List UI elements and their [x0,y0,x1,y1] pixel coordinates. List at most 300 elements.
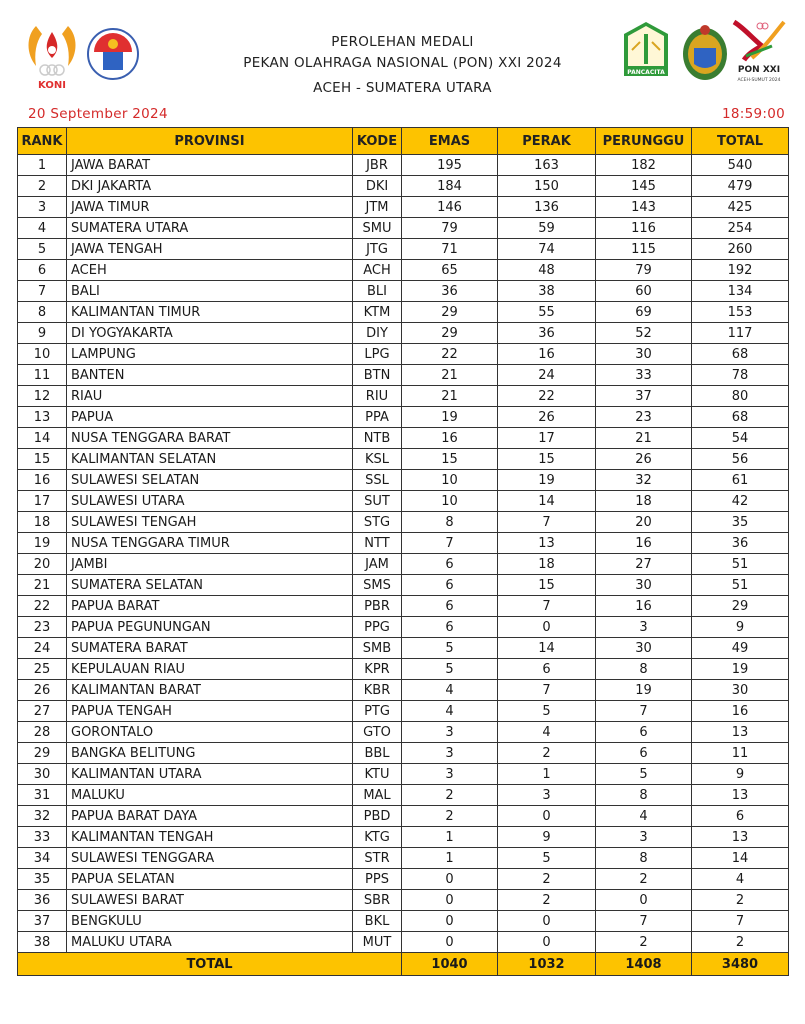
cell-perunggu: 69 [596,302,692,323]
table-row [18,407,789,428]
cell-emas: 10 [402,470,498,491]
column-header-perak: PERAK [498,128,596,155]
cell-emas: 22 [402,344,498,365]
cell-perak: 15 [498,449,596,470]
pon-logo-subtext: ACEH-SUMUT 2024 [737,78,781,83]
cell-provinsi: RIAU [67,386,353,407]
title-line-1: PEROLEHAN MEDALI [331,34,474,50]
cell-provinsi: JAMBI [67,554,353,575]
cell-provinsi: SUMATERA UTARA [67,218,353,239]
cell-total: 9 [692,764,789,785]
cell-perak: 55 [498,302,596,323]
cell-emas: 0 [402,911,498,932]
cell-perunggu: 143 [596,197,692,218]
cell-emas: 10 [402,491,498,512]
cell-total: 6 [692,806,789,827]
total-perunggu: 1408 [596,953,692,976]
cell-emas: 6 [402,617,498,638]
cell-rank: 35 [18,869,67,890]
table-header-row [18,128,789,155]
column-header-kode: KODE [353,128,402,155]
cell-perak: 2 [498,890,596,911]
cell-perak: 59 [498,218,596,239]
kemenpora-logo [86,24,140,84]
cell-perunggu: 0 [596,890,692,911]
cell-provinsi: MALUKU [67,785,353,806]
table-row [18,722,789,743]
cell-total: 134 [692,281,789,302]
cell-perak: 38 [498,281,596,302]
cell-perak: 136 [498,197,596,218]
table-row [18,554,789,575]
cell-rank: 3 [18,197,67,218]
cell-total: 11 [692,743,789,764]
cell-perak: 163 [498,155,596,176]
cell-kode: SUT [353,491,402,512]
table-row [18,890,789,911]
total-total: 3480 [692,953,789,976]
cell-total: 2 [692,932,789,953]
cell-perunggu: 115 [596,239,692,260]
cell-provinsi: NUSA TENGGARA BARAT [67,428,353,449]
cell-kode: SMS [353,575,402,596]
cell-perak: 7 [498,596,596,617]
cell-provinsi: PAPUA BARAT [67,596,353,617]
cell-kode: SSL [353,470,402,491]
cell-emas: 29 [402,323,498,344]
cell-rank: 11 [18,365,67,386]
cell-kode: JAM [353,554,402,575]
cell-perunggu: 3 [596,827,692,848]
cell-perunggu: 21 [596,428,692,449]
table-row [18,743,789,764]
cell-total: 13 [692,827,789,848]
cell-perak: 19 [498,470,596,491]
cell-emas: 2 [402,806,498,827]
cell-perak: 0 [498,617,596,638]
cell-emas: 184 [402,176,498,197]
koni-logo-text: KONI [38,80,66,91]
cell-kode: RIU [353,386,402,407]
cell-perunggu: 2 [596,932,692,953]
table-row [18,596,789,617]
cell-kode: BKL [353,911,402,932]
cell-total: 260 [692,239,789,260]
cell-provinsi: BENGKULU [67,911,353,932]
cell-rank: 13 [18,407,67,428]
column-header-emas: EMAS [402,128,498,155]
cell-kode: JTM [353,197,402,218]
cell-provinsi: BALI [67,281,353,302]
cell-total: 153 [692,302,789,323]
total-row [18,953,789,976]
cell-kode: LPG [353,344,402,365]
cell-provinsi: PAPUA BARAT DAYA [67,806,353,827]
cell-rank: 14 [18,428,67,449]
cell-perak: 15 [498,575,596,596]
table-row [18,701,789,722]
cell-rank: 22 [18,596,67,617]
sumut-logo [680,20,730,84]
table-row [18,638,789,659]
cell-perunggu: 18 [596,491,692,512]
cell-perunggu: 30 [596,344,692,365]
table-row [18,617,789,638]
cell-kode: MUT [353,932,402,953]
cell-perak: 18 [498,554,596,575]
aceh-logo-text: PANCACITA [627,69,665,76]
cell-provinsi: PAPUA [67,407,353,428]
cell-rank: 27 [18,701,67,722]
cell-perak: 13 [498,533,596,554]
cell-kode: BBL [353,743,402,764]
cell-emas: 0 [402,890,498,911]
cell-total: 68 [692,344,789,365]
table-row [18,365,789,386]
column-header-perunggu: PERUNGGU [596,128,692,155]
cell-emas: 3 [402,743,498,764]
cell-kode: NTT [353,533,402,554]
cell-rank: 32 [18,806,67,827]
cell-provinsi: SULAWESI BARAT [67,890,353,911]
table-row [18,155,789,176]
cell-perunggu: 7 [596,911,692,932]
cell-perak: 2 [498,869,596,890]
cell-emas: 6 [402,554,498,575]
cell-total: 479 [692,176,789,197]
cell-provinsi: GORONTALO [67,722,353,743]
cell-perunggu: 27 [596,554,692,575]
cell-rank: 37 [18,911,67,932]
cell-kode: SMB [353,638,402,659]
table-row [18,176,789,197]
cell-kode: BLI [353,281,402,302]
cell-perak: 16 [498,344,596,365]
cell-emas: 29 [402,302,498,323]
cell-provinsi: SULAWESI TENGAH [67,512,353,533]
cell-perak: 5 [498,701,596,722]
table-row [18,575,789,596]
cell-kode: DIY [353,323,402,344]
cell-perak: 26 [498,407,596,428]
cell-provinsi: JAWA TENGAH [67,239,353,260]
cell-rank: 34 [18,848,67,869]
cell-provinsi: PAPUA TENGAH [67,701,353,722]
cell-rank: 28 [18,722,67,743]
cell-emas: 19 [402,407,498,428]
cell-perak: 14 [498,638,596,659]
table-row [18,806,789,827]
cell-total: 540 [692,155,789,176]
cell-rank: 9 [18,323,67,344]
medal-table [17,127,789,976]
cell-kode: KBR [353,680,402,701]
cell-provinsi: KEPULAUAN RIAU [67,659,353,680]
column-header-total: TOTAL [692,128,789,155]
cell-perak: 7 [498,680,596,701]
cell-total: 51 [692,554,789,575]
cell-rank: 38 [18,932,67,953]
title-line-3: ACEH - SUMATERA UTARA [313,80,492,96]
cell-perunggu: 20 [596,512,692,533]
cell-perunggu: 5 [596,764,692,785]
cell-total: 2 [692,890,789,911]
cell-provinsi: KALIMANTAN UTARA [67,764,353,785]
cell-total: 4 [692,869,789,890]
report-date: 20 September 2024 [28,106,168,122]
cell-emas: 65 [402,260,498,281]
cell-total: 68 [692,407,789,428]
cell-perunggu: 26 [596,449,692,470]
aceh-logo [620,20,672,84]
title-line-2: PEKAN OLAHRAGA NASIONAL (PON) XXI 2024 [243,55,562,71]
cell-kode: PTG [353,701,402,722]
cell-perunggu: 4 [596,806,692,827]
cell-provinsi: NUSA TENGGARA TIMUR [67,533,353,554]
cell-perunggu: 16 [596,533,692,554]
cell-perak: 0 [498,932,596,953]
table-row [18,932,789,953]
cell-perak: 0 [498,806,596,827]
cell-kode: KPR [353,659,402,680]
cell-kode: MAL [353,785,402,806]
table-row [18,197,789,218]
column-header-rank: RANK [18,128,67,155]
cell-emas: 7 [402,533,498,554]
cell-perunggu: 182 [596,155,692,176]
cell-kode: STG [353,512,402,533]
cell-provinsi: DKI JAKARTA [67,176,353,197]
cell-perak: 22 [498,386,596,407]
cell-total: 13 [692,785,789,806]
cell-kode: GTO [353,722,402,743]
cell-rank: 8 [18,302,67,323]
cell-kode: PPG [353,617,402,638]
cell-provinsi: JAWA BARAT [67,155,353,176]
cell-perunggu: 30 [596,638,692,659]
cell-rank: 24 [18,638,67,659]
cell-perak: 150 [498,176,596,197]
cell-perak: 9 [498,827,596,848]
cell-rank: 2 [18,176,67,197]
table-row [18,533,789,554]
table-row [18,659,789,680]
cell-perak: 1 [498,764,596,785]
cell-kode: STR [353,848,402,869]
cell-provinsi: JAWA TIMUR [67,197,353,218]
cell-perunggu: 8 [596,659,692,680]
cell-emas: 0 [402,932,498,953]
table-row [18,323,789,344]
cell-total: 35 [692,512,789,533]
cell-provinsi: BANGKA BELITUNG [67,743,353,764]
table-row [18,512,789,533]
cell-total: 7 [692,911,789,932]
cell-perak: 5 [498,848,596,869]
cell-perunggu: 19 [596,680,692,701]
column-header-provinsi: PROVINSI [67,128,353,155]
cell-rank: 10 [18,344,67,365]
cell-total: 254 [692,218,789,239]
cell-provinsi: KALIMANTAN SELATAN [67,449,353,470]
cell-rank: 1 [18,155,67,176]
cell-provinsi: SULAWESI UTARA [67,491,353,512]
cell-perunggu: 116 [596,218,692,239]
cell-kode: JBR [353,155,402,176]
cell-kode: NTB [353,428,402,449]
pon-logo-text: PON XXI [737,65,781,75]
table-row [18,491,789,512]
cell-kode: PPA [353,407,402,428]
cell-total: 51 [692,575,789,596]
cell-provinsi: KALIMANTAN TENGAH [67,827,353,848]
table-row [18,764,789,785]
cell-perunggu: 60 [596,281,692,302]
cell-perunggu: 32 [596,470,692,491]
cell-perunggu: 2 [596,869,692,890]
table-row [18,848,789,869]
cell-emas: 36 [402,281,498,302]
cell-emas: 146 [402,197,498,218]
cell-perunggu: 23 [596,407,692,428]
table-row [18,911,789,932]
cell-kode: ACH [353,260,402,281]
cell-total: 192 [692,260,789,281]
cell-emas: 5 [402,638,498,659]
cell-emas: 0 [402,869,498,890]
cell-provinsi: BANTEN [67,365,353,386]
cell-perunggu: 79 [596,260,692,281]
report-time: 18:59:00 [721,106,785,122]
cell-provinsi: SUMATERA SELATAN [67,575,353,596]
cell-total: 42 [692,491,789,512]
cell-perak: 17 [498,428,596,449]
cell-kode: PBR [353,596,402,617]
cell-total: 16 [692,701,789,722]
cell-kode: KSL [353,449,402,470]
cell-provinsi: LAMPUNG [67,344,353,365]
table-row [18,302,789,323]
cell-rank: 36 [18,890,67,911]
cell-emas: 79 [402,218,498,239]
cell-kode: DKI [353,176,402,197]
cell-provinsi: KALIMANTAN TIMUR [67,302,353,323]
cell-kode: SMU [353,218,402,239]
cell-total: 13 [692,722,789,743]
cell-kode: BTN [353,365,402,386]
cell-rank: 21 [18,575,67,596]
cell-total: 56 [692,449,789,470]
cell-perak: 48 [498,260,596,281]
cell-perunggu: 6 [596,743,692,764]
cell-provinsi: DI YOGYAKARTA [67,323,353,344]
table-row [18,344,789,365]
cell-perak: 4 [498,722,596,743]
cell-rank: 12 [18,386,67,407]
table-row [18,470,789,491]
cell-emas: 6 [402,575,498,596]
cell-total: 78 [692,365,789,386]
cell-perak: 6 [498,659,596,680]
cell-perunggu: 6 [596,722,692,743]
cell-emas: 21 [402,365,498,386]
cell-emas: 21 [402,386,498,407]
cell-provinsi: ACEH [67,260,353,281]
cell-emas: 3 [402,722,498,743]
cell-provinsi: PAPUA PEGUNUNGAN [67,617,353,638]
cell-rank: 26 [18,680,67,701]
cell-provinsi: SULAWESI SELATAN [67,470,353,491]
cell-perak: 2 [498,743,596,764]
cell-emas: 2 [402,785,498,806]
cell-perunggu: 16 [596,596,692,617]
table-row [18,827,789,848]
cell-total: 19 [692,659,789,680]
cell-perak: 74 [498,239,596,260]
cell-kode: JTG [353,239,402,260]
cell-emas: 6 [402,596,498,617]
cell-kode: PBD [353,806,402,827]
table-row [18,239,789,260]
cell-perunggu: 145 [596,176,692,197]
cell-perunggu: 7 [596,701,692,722]
table-row [18,260,789,281]
cell-provinsi: MALUKU UTARA [67,932,353,953]
cell-perak: 0 [498,911,596,932]
total-label: TOTAL [18,953,402,976]
cell-emas: 16 [402,428,498,449]
table-row [18,218,789,239]
cell-perunggu: 37 [596,386,692,407]
cell-perunggu: 52 [596,323,692,344]
cell-total: 14 [692,848,789,869]
cell-perunggu: 33 [596,365,692,386]
cell-perunggu: 3 [596,617,692,638]
table-row [18,869,789,890]
cell-rank: 31 [18,785,67,806]
cell-rank: 17 [18,491,67,512]
cell-total: 117 [692,323,789,344]
cell-provinsi: SUMATERA BARAT [67,638,353,659]
cell-perak: 7 [498,512,596,533]
cell-kode: SBR [353,890,402,911]
cell-total: 29 [692,596,789,617]
cell-perak: 3 [498,785,596,806]
cell-perak: 24 [498,365,596,386]
cell-rank: 23 [18,617,67,638]
cell-total: 61 [692,470,789,491]
cell-emas: 15 [402,449,498,470]
cell-rank: 15 [18,449,67,470]
cell-emas: 71 [402,239,498,260]
cell-rank: 7 [18,281,67,302]
cell-total: 49 [692,638,789,659]
cell-emas: 4 [402,680,498,701]
table-row [18,281,789,302]
cell-rank: 6 [18,260,67,281]
cell-total: 425 [692,197,789,218]
table-row [18,428,789,449]
cell-provinsi: KALIMANTAN BARAT [67,680,353,701]
cell-rank: 29 [18,743,67,764]
table-row [18,680,789,701]
cell-rank: 33 [18,827,67,848]
cell-provinsi: SULAWESI TENGGARA [67,848,353,869]
cell-emas: 1 [402,848,498,869]
table-row [18,449,789,470]
cell-perak: 36 [498,323,596,344]
cell-rank: 18 [18,512,67,533]
